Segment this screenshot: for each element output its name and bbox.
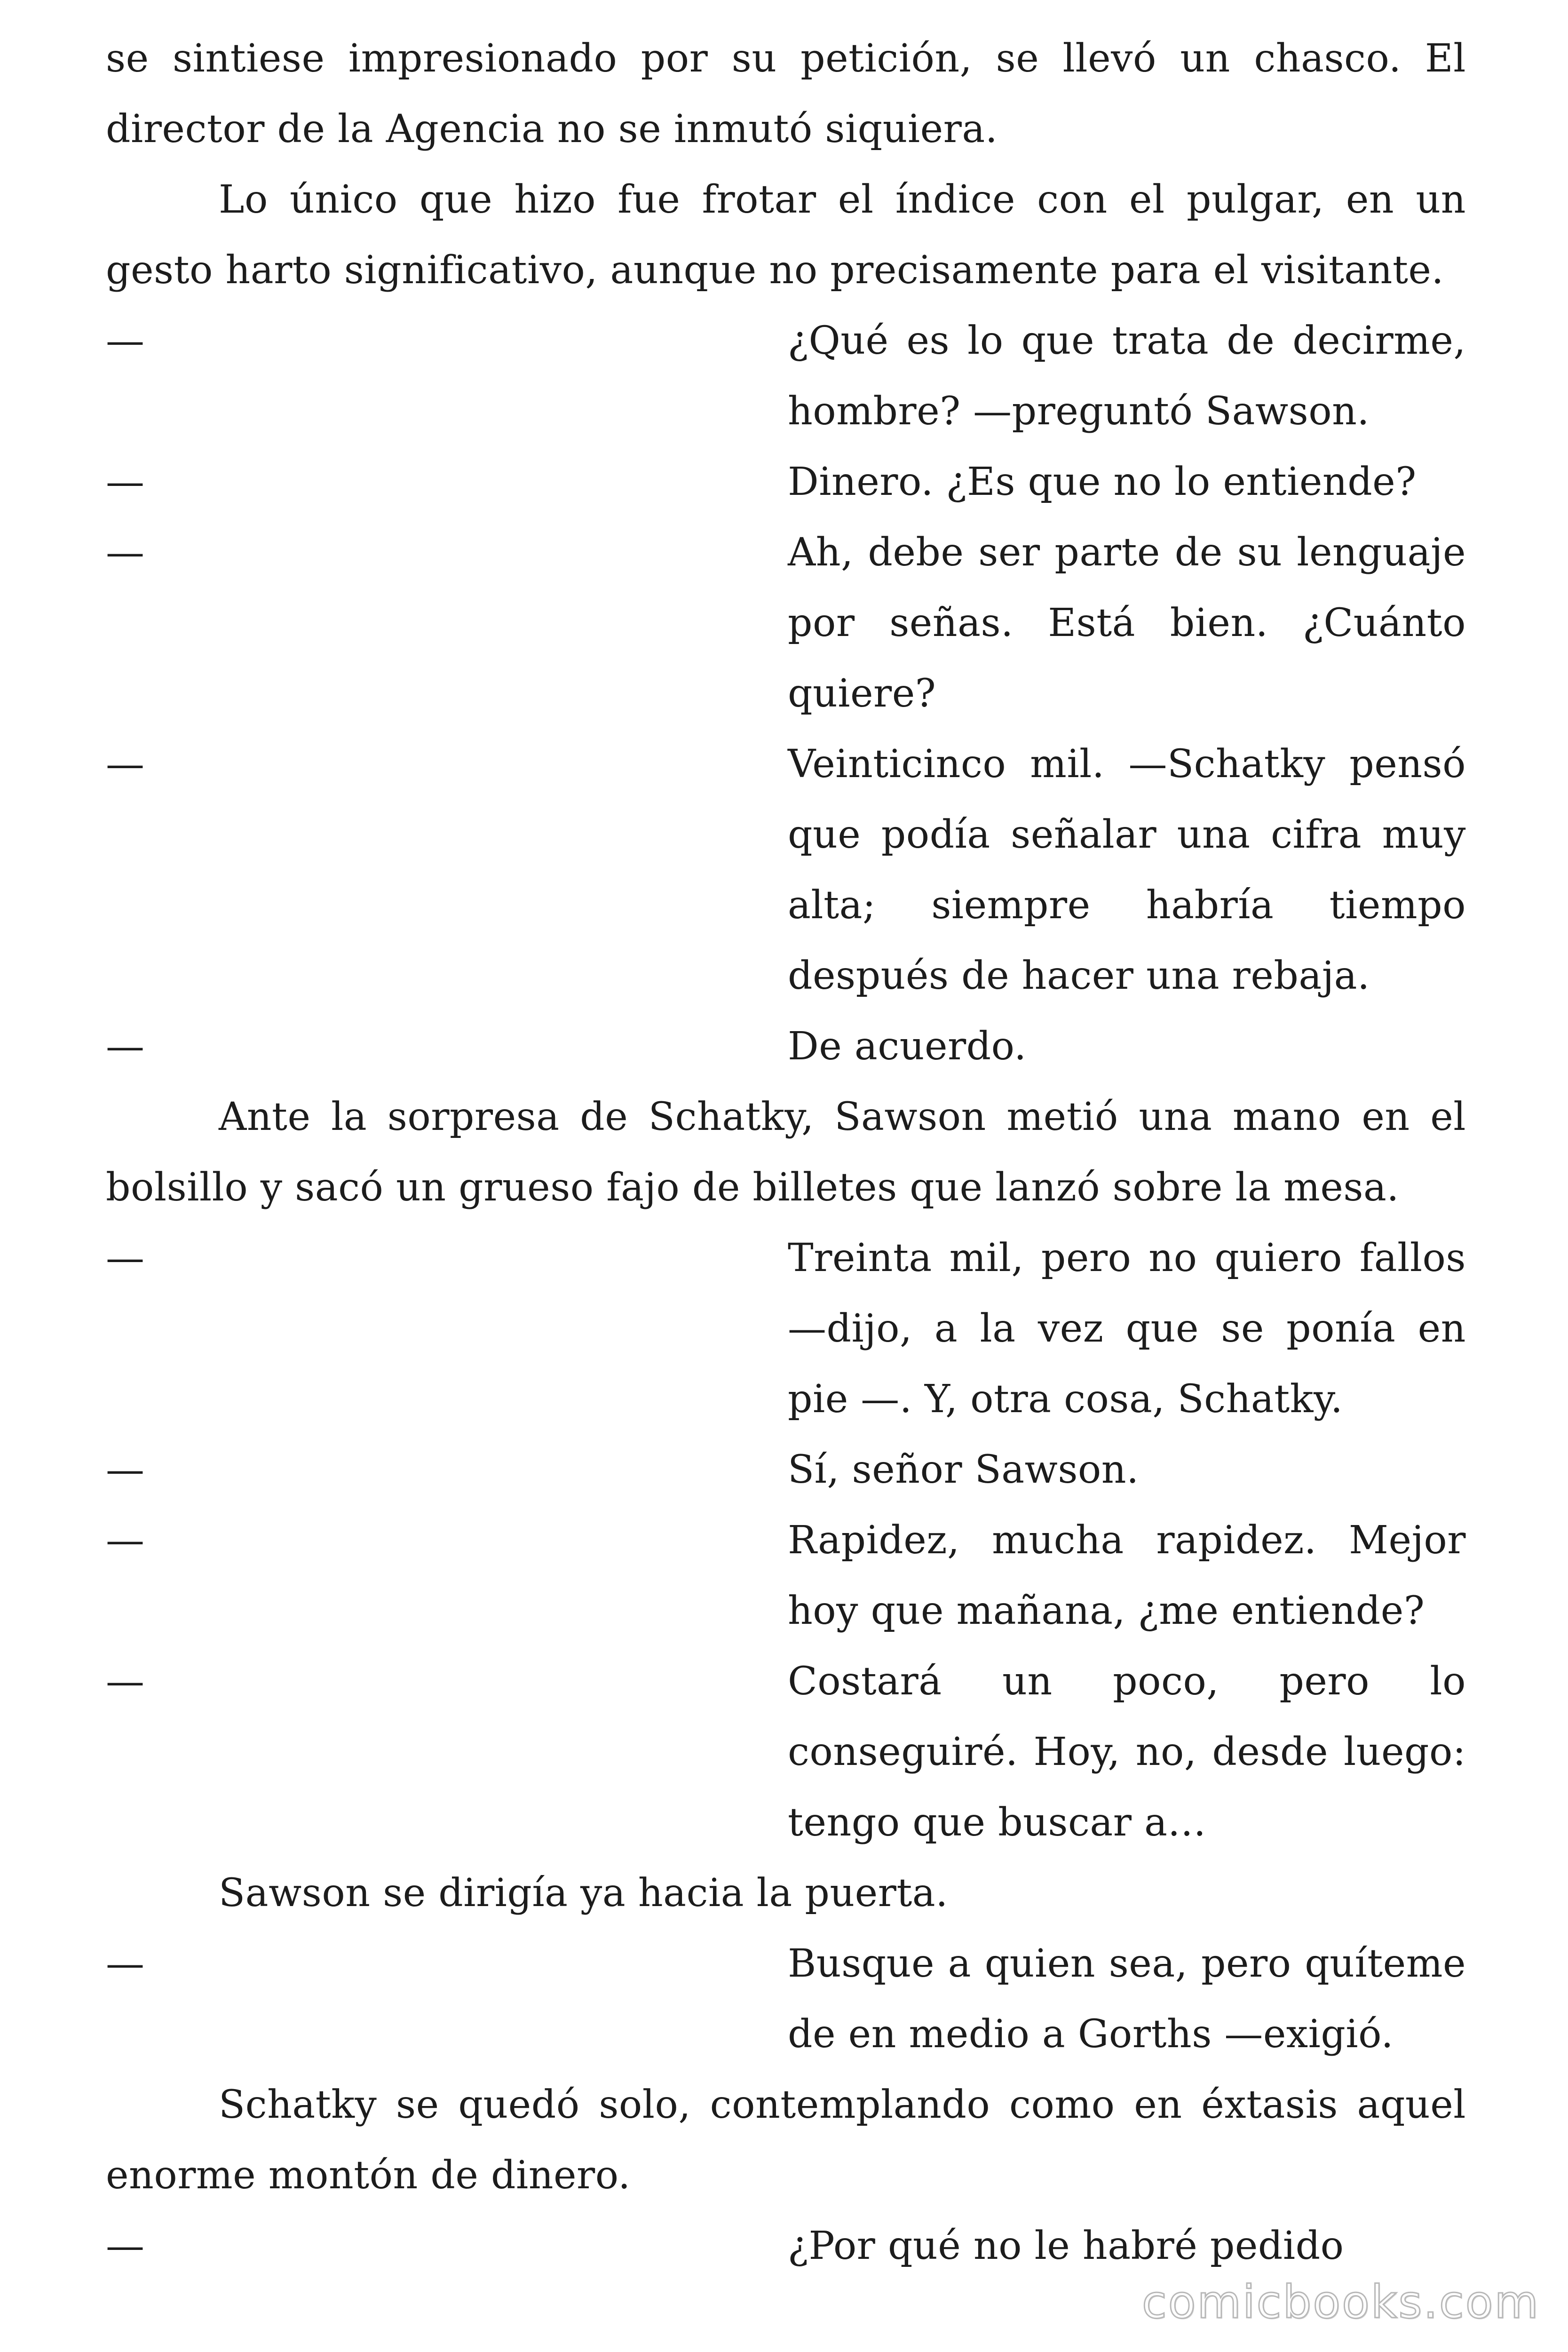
watermark: comicbooks.com xyxy=(1141,2276,1540,2328)
dialog-text: Busque a quien sea, pero quíteme de en medio a Gorths —exigió. xyxy=(788,1941,1466,2057)
dialog-dash: — xyxy=(106,530,145,575)
dialog-dash: — xyxy=(106,1941,145,1986)
dialog-line xyxy=(106,306,1466,447)
dialog-dash: — xyxy=(106,742,145,787)
dialog-text: Veinticinco mil. —Schatky pensó que podía señalar una cifra muy alta; siempre habría tiempo después de hacer una rebaja. xyxy=(788,742,1466,998)
dialog-dash: — xyxy=(106,1236,145,1280)
narrative-paragraph: Schatky se quedó solo, contemplando como en éxtasis aquel enorme montón de dinero. xyxy=(106,2082,1466,2198)
dialog-dash: — xyxy=(106,1518,145,1563)
dialog-dash: — xyxy=(106,1659,145,1704)
dialog-dash: — xyxy=(106,318,145,363)
dialog-line xyxy=(106,1646,1466,1858)
dialog-line xyxy=(106,1435,1466,1505)
narrative-paragraph: Lo único que hizo fue frotar el índice con el pulgar, en un gesto harto significativo, aunque no precisamente para el visitante. xyxy=(106,177,1466,293)
narrative-paragraph: se sintiese impresionado por su petición, se llevó un chasco. El director de la Agencia no se inmutó siquiera. xyxy=(106,36,1466,151)
dialog-text: Ah, debe ser parte de su lenguaje por señas. Está bien. ¿Cuánto quiere? xyxy=(788,530,1466,716)
dialog-text: Costará un poco, pero lo conseguiré. Hoy, no, desde luego: tengo que buscar a… xyxy=(788,1659,1466,1845)
dialog-line xyxy=(106,447,1466,517)
dialog-text: De acuerdo. xyxy=(788,1024,1027,1069)
dialog-dash: — xyxy=(106,2224,145,2268)
dialog-dash: — xyxy=(106,1024,145,1069)
book-page-text xyxy=(106,24,1466,2281)
dialog-text: Rapidez, mucha rapidez. Mejor hoy que mañana, ¿me entiende? xyxy=(788,1518,1466,1633)
dialog-line xyxy=(106,517,1466,729)
dialog-text: ¿Por qué no le habré pedido xyxy=(788,2224,1344,2268)
dialog-text: Treinta mil, pero no quiero fallos —dijo, a la vez que se ponía en pie —. Y, otra cosa, Schatky. xyxy=(788,1236,1466,1422)
dialog-line xyxy=(106,1505,1466,1646)
narrative-paragraph: Sawson se dirigía ya hacia la puerta. xyxy=(219,1871,948,1915)
dialog-line xyxy=(106,1929,1466,2070)
dialog-line xyxy=(106,1011,1466,1082)
dialog-line xyxy=(106,729,1466,1011)
dialog-text: Dinero. ¿Es que no lo entiende? xyxy=(788,460,1417,504)
dialog-line xyxy=(106,1223,1466,1435)
narrative-paragraph: Ante la sorpresa de Schatky, Sawson metió una mano en el bolsillo y sacó un grueso fajo de billetes que lanzó sobre la mesa. xyxy=(106,1095,1466,1210)
dialog-line xyxy=(106,2211,1466,2281)
dialog-dash: — xyxy=(106,1447,145,1492)
dialog-dash: — xyxy=(106,460,145,504)
dialog-text: Sí, señor Sawson. xyxy=(788,1447,1139,1492)
dialog-text: ¿Qué es lo que trata de decirme, hombre? —preguntó Sawson. xyxy=(788,318,1466,434)
